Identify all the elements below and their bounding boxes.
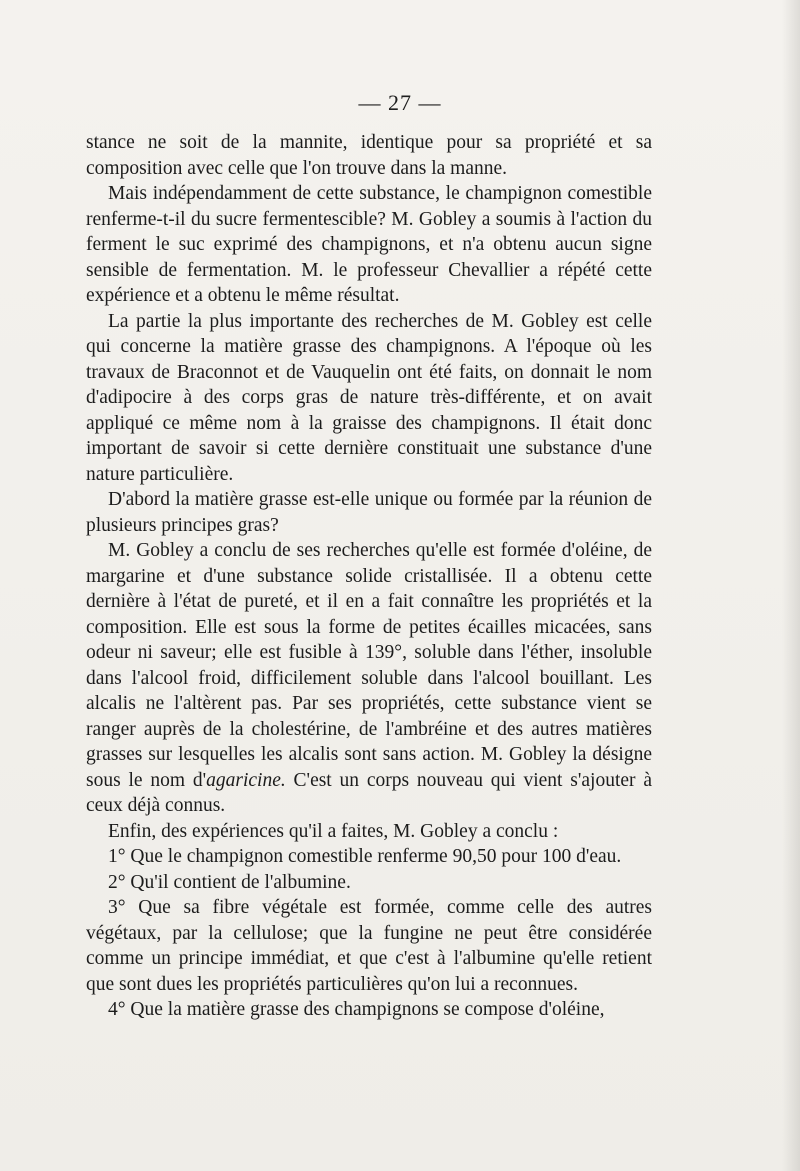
page-number: — 27 — (358, 90, 442, 115)
conclusion-item-1: 1° Que le champignon comestible renferme 90,50 pour 100 d'eau. (108, 846, 622, 867)
paragraph-sugar-question: Mais indépendamment de cette substance, le champignon comestible renferme-t-il du sucre fermentescible? M. Gobley a soumis à l'action du ferment le suc exprimé des champignons, et n'a obtenu aucun signe sensible de fermentation. M. le professeur Chevallier a répété cette expérience et a obtenu le même résultat. (86, 183, 652, 306)
agaricine-text: M. Gobley a conclu de ses recherches qu'elle est formée d'oléine, de margarine et d'une substance solide cristallisée. Il a obtenu cette dernière à l'état de pureté, et il en a fait connaître les propriétés et la composition. Elle est sous la forme de petites écailles micacées, sans odeur ni saveur; elle est fusible à 139°, soluble dans l'éther, insoluble dans l'alcool froid, difficilement soluble dans l'alcool bouillant. Les alcalis ne l'altèrent pas. Par ses propriétés, cette substance vient se ranger auprès de la cholestérine, de l'ambréine et des autres matières grasses sur lesquelles les alcalis sont sans action. M. Gobley la désigne sous le nom d' (86, 540, 652, 791)
conclusion-item-3: 3° Que sa fibre végétale est formée, comme celle des autres végétaux, par la cellulose; que la fungine ne peut être considérée comme un principe immédiat, et que c'est à l'albumine qu'elle retient que sont dues les propriétés particulières qu'on lui a reconnues. (86, 897, 652, 995)
paragraph-unique-question: D'abord la matière grasse est-elle unique ou formée par la réunion de plusieurs principes gras? (86, 489, 652, 536)
body-text (86, 130, 652, 1023)
conclusion-item-4: 4° Que la matière grasse des champignons se compose d'oléine, (108, 999, 605, 1020)
page-edge-shadow (782, 0, 800, 1171)
agaricine-term: agaricine. (206, 769, 286, 791)
conclusion-item-2: 2° Qu'il contient de l'albumine. (108, 871, 351, 893)
paragraph-fatty-matter: La partie la plus importante des recherches de M. Gobley est celle qui concerne la matière grasse des champignons. A l'époque où les travaux de Braconnot et de Vauquelin ont été faits, on donnait le nom d'adipocire à des corps gras de nature très-différente, et on avait appliqué ce même nom à la graisse des champignons. Il était donc important de savoir si cette dernière constituait une substance d'une nature particulière. (86, 310, 652, 485)
paragraph-conclusions-intro: Enfin, des expériences qu'il a faites, M. Gobley a conclu : (108, 820, 559, 842)
agaricine-text-after: C'est un corps nouveau qui vient s'ajouter à ceux déjà connus. (86, 769, 652, 816)
paragraph-agaricine (86, 538, 652, 819)
paragraph-continuation: stance ne soit de la mannite, identique pour sa propriété et sa composition avec celle que l'on trouve dans la manne. (86, 132, 652, 179)
